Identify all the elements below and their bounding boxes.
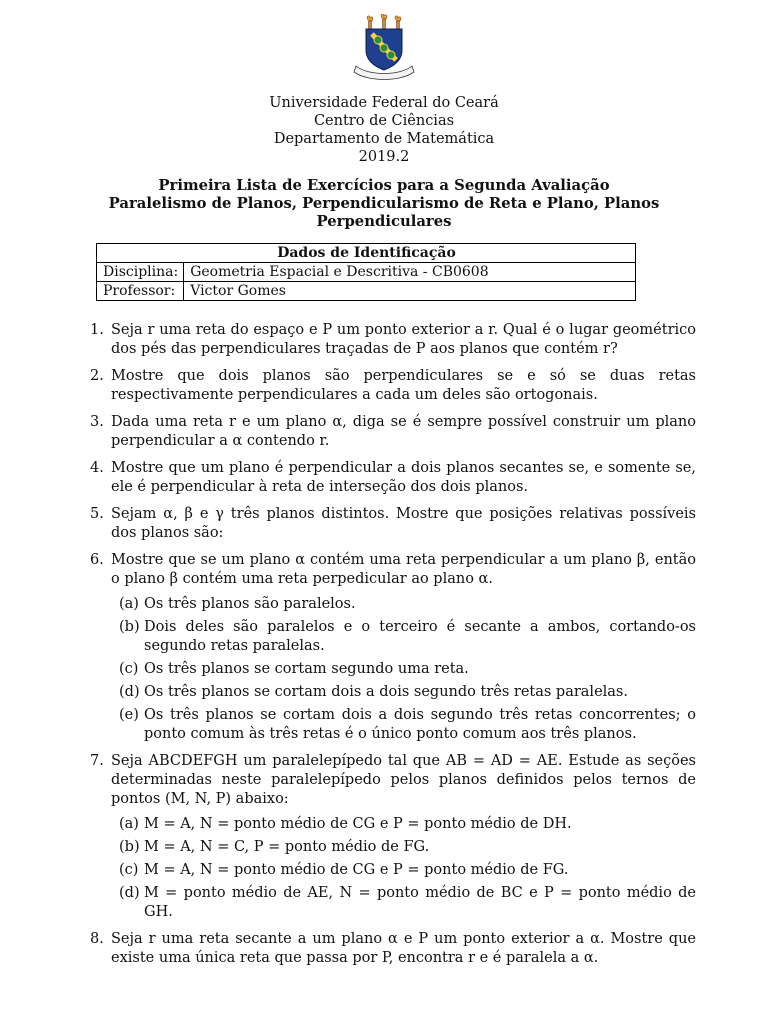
exercise-number: 8. [90, 931, 104, 947]
exercise-7-subitems [111, 815, 696, 922]
subitem-label: (a) [119, 816, 139, 832]
exercise-number: 3. [90, 414, 104, 430]
subitem-label: (d) [119, 885, 140, 901]
exercise-number: 5. [90, 506, 104, 522]
subitem-text: Os três planos se cortam dois a dois segundo três retas paralelas. [144, 684, 628, 700]
exercise-number: 6. [90, 552, 104, 568]
center-name: Centro de Ciências [313, 113, 455, 129]
exercise-4 [84, 459, 696, 497]
exercise-3 [84, 413, 696, 451]
subitem-label: (a) [119, 596, 139, 612]
exercise-text: Mostre que dois planos são perpendiculares se e só se duas retas respectivamente perpendiculares a cada um deles são ortogonais. [111, 368, 696, 403]
subitem-text: M = ponto médio de AE, N = ponto médio de BC e P = ponto médio de GH. [144, 885, 696, 920]
subitem-text: M = A, N = ponto médio de CG e P = ponto médio de FG. [144, 862, 569, 878]
list-item [111, 815, 696, 834]
identification-heading: Dados de Identificação [97, 244, 636, 263]
exercise-7 [84, 752, 696, 922]
discipline-value: Geometria Espacial e Descritiva - CB0608 [184, 263, 636, 282]
subitem-label: (b) [119, 619, 140, 635]
exercise-list [84, 321, 696, 976]
discipline-label: Disciplina: [97, 263, 184, 282]
table-row [97, 263, 636, 282]
subitem-text: Os três planos se cortam dois a dois segundo três retas concorrentes; o ponto comum às três retas é o único ponto comum aos três planos. [144, 707, 696, 742]
list-item [111, 595, 696, 614]
list-item [111, 618, 696, 656]
exercise-text: Seja ABCDEFGH um paralelepípedo tal que AB = AD = AE. Estude as seções determinadas neste paralelepípedo pelos planos definidos pelos ternos de pontos (M, N, P) abaixo: [111, 753, 696, 807]
exercise-number: 2. [90, 368, 104, 384]
exercise-number: 7. [90, 753, 104, 769]
list-item [111, 706, 696, 744]
department-name: Departamento de Matemática [273, 131, 495, 147]
list-item [111, 683, 696, 702]
subitem-text: Os três planos são paralelos. [144, 596, 356, 612]
list-item [111, 660, 696, 679]
exercise-text: Dada uma reta r e um plano α, diga se é sempre possível construir um plano perpendicular a α contendo r. [111, 414, 696, 449]
exercise-text: Seja r uma reta secante a um plano α e P um ponto exterior a α. Mostre que existe uma única reta que passa por P, encontra r e é paralela a α. [111, 931, 696, 966]
exercise-6 [84, 551, 696, 744]
list-item [111, 838, 696, 857]
table-row [97, 282, 636, 301]
subitem-label: (d) [119, 684, 140, 700]
subitem-text: M = A, N = C, P = ponto médio de FG. [144, 839, 430, 855]
exercise-8 [84, 930, 696, 968]
subitem-label: (c) [119, 862, 139, 878]
list-item [111, 861, 696, 880]
exercise-5 [84, 505, 696, 543]
exercise-text: Seja r uma reta do espaço e P um ponto exterior a r. Qual é o lugar geométrico dos pés das perpendiculares traçadas de P aos planos que contém r? [111, 322, 696, 357]
identification-table [96, 243, 636, 301]
page-subtitle-line2: Perpendiculares [316, 213, 452, 230]
university-crest-logo [348, 14, 420, 84]
subitem-text: Dois deles são paralelos e o terceiro é secante a ambos, cortando-os segundo retas paralelas. [144, 619, 696, 654]
exercise-text: Sejam α, β e γ três planos distintos. Mostre que posições relativas possíveis dos planos são: [111, 506, 696, 541]
subitem-label: (b) [119, 839, 140, 855]
exercise-number: 4. [90, 460, 104, 476]
semester: 2019.2 [358, 149, 410, 165]
exercise-text: Mostre que se um plano α contém uma reta perpendicular a um plano β, então o plano β contém uma reta perpedicular ao plano α. [111, 552, 696, 587]
exercise-text: Mostre que um plano é perpendicular a dois planos secantes se, e somente se, ele é perpendicular à reta de interseção dos dois planos. [111, 460, 696, 495]
list-item [111, 884, 696, 922]
page-title: Primeira Lista de Exercícios para a Segunda Avaliação [158, 177, 610, 194]
subitem-label: (c) [119, 661, 139, 677]
professor-value: Victor Gomes [184, 282, 636, 301]
exercise-2 [84, 367, 696, 405]
professor-label: Professor: [97, 282, 184, 301]
subitem-label: (e) [119, 707, 139, 723]
exercise-6-subitems [111, 595, 696, 744]
exercise-1 [84, 321, 696, 359]
page-subtitle-line1: Paralelismo de Planos, Perpendicularismo de Reta e Plano, Planos [108, 195, 660, 212]
exercise-number: 1. [90, 322, 104, 338]
subitem-text: Os três planos se cortam segundo uma reta. [144, 661, 469, 677]
subitem-text: M = A, N = ponto médio de CG e P = ponto médio de DH. [144, 816, 572, 832]
university-name: Universidade Federal do Ceará [269, 95, 499, 111]
